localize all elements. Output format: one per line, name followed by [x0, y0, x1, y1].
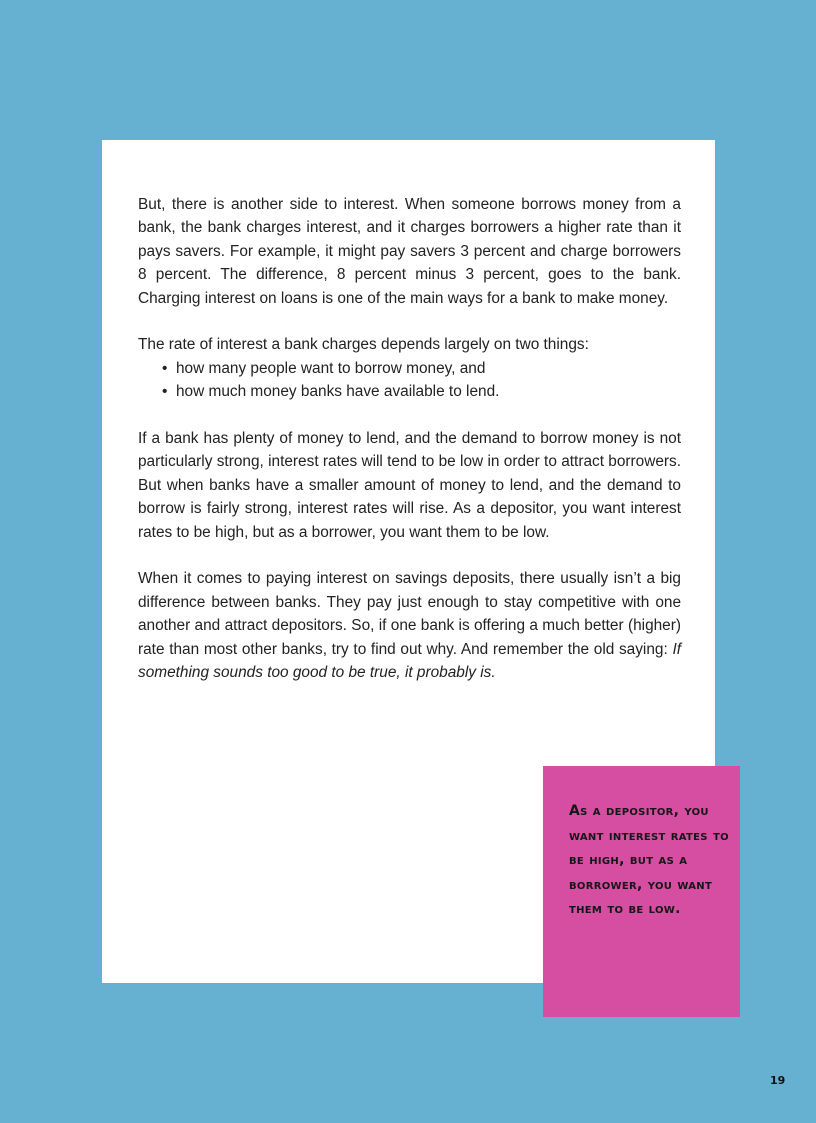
- savings-deposits-text: When it comes to paying interest on savings deposits, there usually isn’t a big difference between banks. They pay just enough to stay competitive with one another and attract depositors. So, if one bank is offering a much better (higher) rate than most other banks, try to find out why. And remember the old saying:: [138, 570, 681, 658]
- paragraph-supply-demand: If a bank has plenty of money to lend, and the demand to borrow money is not particularly strong, interest rates will tend to be low in order to attract borrowers. But when banks have a smaller amount of money to lend, and the demand to borrow is fairly strong, interest rates will rise. As a depositor, you want interest rates to be high, but as a borrower, you want them to be low.: [138, 430, 681, 541]
- list-item: • how many people want to borrow money, and: [162, 357, 681, 380]
- paragraph-savings-deposits: [138, 567, 681, 684]
- pull-quote-box: [543, 766, 740, 1017]
- article-body: [138, 193, 681, 684]
- list-item: • how much money banks have available to lend.: [162, 380, 681, 403]
- rate-factors-list: [138, 357, 681, 404]
- page-number: 19: [770, 1074, 786, 1087]
- old-saying-quote: If something sounds too good to be true, it probably is.: [138, 640, 682, 682]
- paragraph-rate-factors-lead: The rate of interest a bank charges depends largely on two things:: [138, 336, 589, 354]
- paragraph-interest-other-side: But, there is another side to interest. When someone borrows money from a bank, the bank charges interest, and it charges borrowers a higher rate than it pays savers. For example, it might pay savers 3 percent and charge borrowers 8 percent. The difference, 8 percent minus 3 percent, goes to the bank. Charging interest on loans is one of the main ways for a bank to make money.: [138, 196, 681, 307]
- pull-quote-text: As a depositor, you want interest rates to be high, but as a borrower, you want them to be low.: [569, 803, 729, 917]
